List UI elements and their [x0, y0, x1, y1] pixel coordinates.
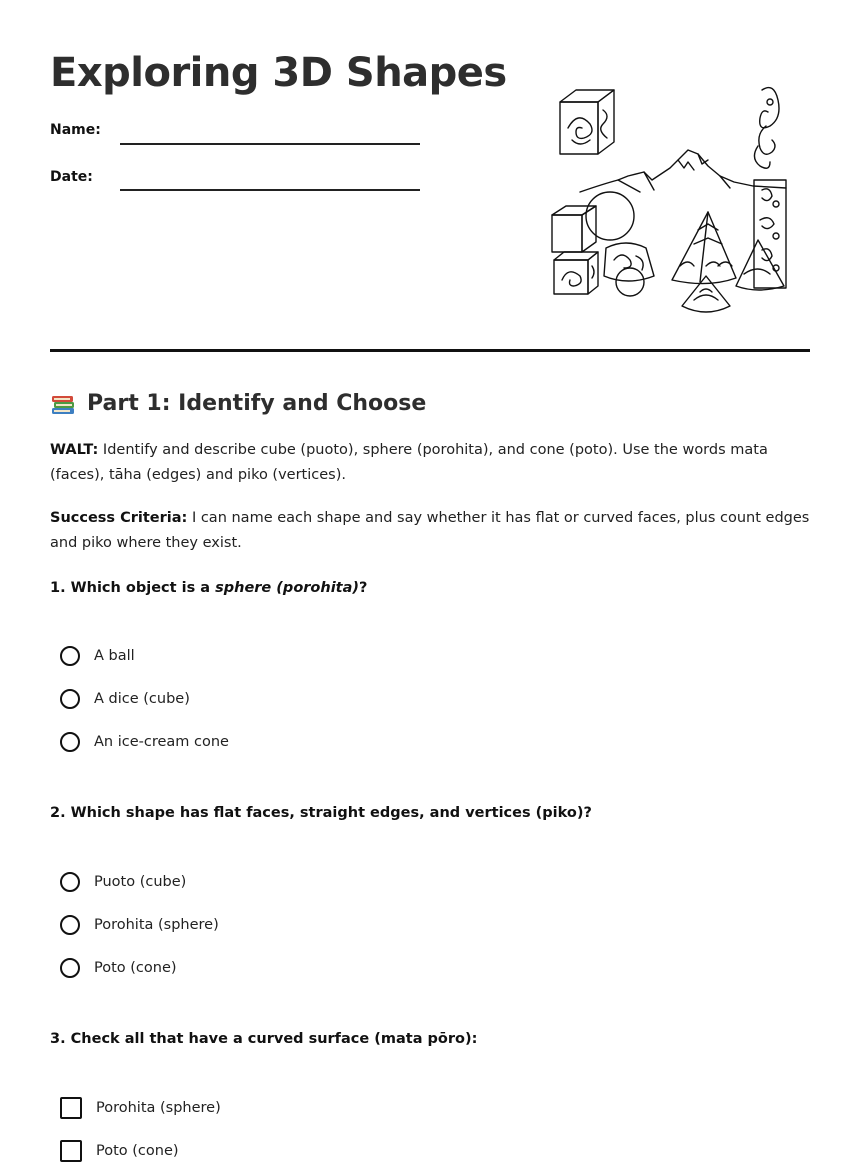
books-icon	[50, 390, 77, 417]
part1-title: Part 1: Identify and Choose	[87, 391, 427, 416]
patterned-pyramid-icon	[672, 212, 736, 284]
header-divider	[50, 349, 810, 352]
page-title: Exploring 3D Shapes	[50, 50, 507, 96]
patterned-pillar-icon	[754, 180, 786, 288]
date-field[interactable]	[120, 189, 420, 191]
option-label: Porohita (sphere)	[96, 1100, 221, 1116]
small-sphere-icon	[616, 268, 644, 296]
option-label: A dice (cube)	[94, 691, 190, 707]
checkbox[interactable]	[60, 1140, 82, 1162]
option-label: An ice-cream cone	[94, 734, 229, 750]
question-1	[50, 580, 367, 596]
question-1-prefix: 1. Which object is a	[50, 580, 216, 596]
radio-button[interactable]	[60, 958, 80, 978]
name-label: Name:	[50, 122, 101, 138]
option-label: Poto (cone)	[94, 960, 177, 976]
q3-option-porohita[interactable]	[60, 1096, 221, 1120]
success-criteria-label: Success Criteria:	[50, 510, 188, 526]
patterned-cube-bottom-icon	[554, 252, 598, 294]
q1-option-ice-cream-cone[interactable]	[60, 730, 229, 754]
walt-paragraph	[50, 438, 810, 488]
option-label: Porohita (sphere)	[94, 917, 219, 933]
option-label: Poto (cone)	[96, 1143, 179, 1159]
radio-button[interactable]	[60, 872, 80, 892]
success-criteria-text: I can name each shape and say whether it has flat or curved faces, plus count edges and piko where they exist.	[50, 510, 810, 551]
walt-label: WALT:	[50, 442, 99, 458]
name-field[interactable]	[120, 143, 420, 145]
q1-option-ball[interactable]	[60, 644, 135, 668]
radio-button[interactable]	[60, 646, 80, 666]
question-2: 2. Which shape has flat faces, straight edges, and vertices (piko)?	[50, 805, 592, 821]
option-label: A ball	[94, 648, 135, 664]
sphere-outline-icon	[586, 192, 634, 240]
date-label: Date:	[50, 169, 93, 185]
q2-option-porohita[interactable]	[60, 913, 219, 937]
checkbox[interactable]	[60, 1097, 82, 1119]
q1-option-dice[interactable]	[60, 687, 190, 711]
radio-button[interactable]	[60, 915, 80, 935]
radio-button[interactable]	[60, 689, 80, 709]
q2-option-puoto[interactable]	[60, 870, 186, 894]
patterned-drum-icon	[604, 243, 654, 281]
radio-button[interactable]	[60, 732, 80, 752]
question-1-suffix: ?	[359, 580, 368, 596]
patterned-cube-icon	[560, 90, 614, 154]
walt-text: Identify and describe cube (puoto), sphere (porohita), and cone (poto). Use the words mata (faces), tāha (edges) and piko (vertices).	[50, 442, 768, 483]
success-criteria-paragraph	[50, 506, 810, 556]
part1-heading	[50, 390, 426, 417]
question-1-emphasis: sphere (porohita)	[215, 580, 360, 596]
question-3: 3. Check all that have a curved surface (mata pōro):	[50, 1031, 478, 1047]
option-label: Puoto (cube)	[94, 874, 187, 890]
q2-option-poto[interactable]	[60, 956, 177, 980]
koru-pendant-icon	[754, 88, 779, 169]
shapes-illustration	[548, 80, 793, 320]
q3-option-poto[interactable]	[60, 1139, 179, 1163]
